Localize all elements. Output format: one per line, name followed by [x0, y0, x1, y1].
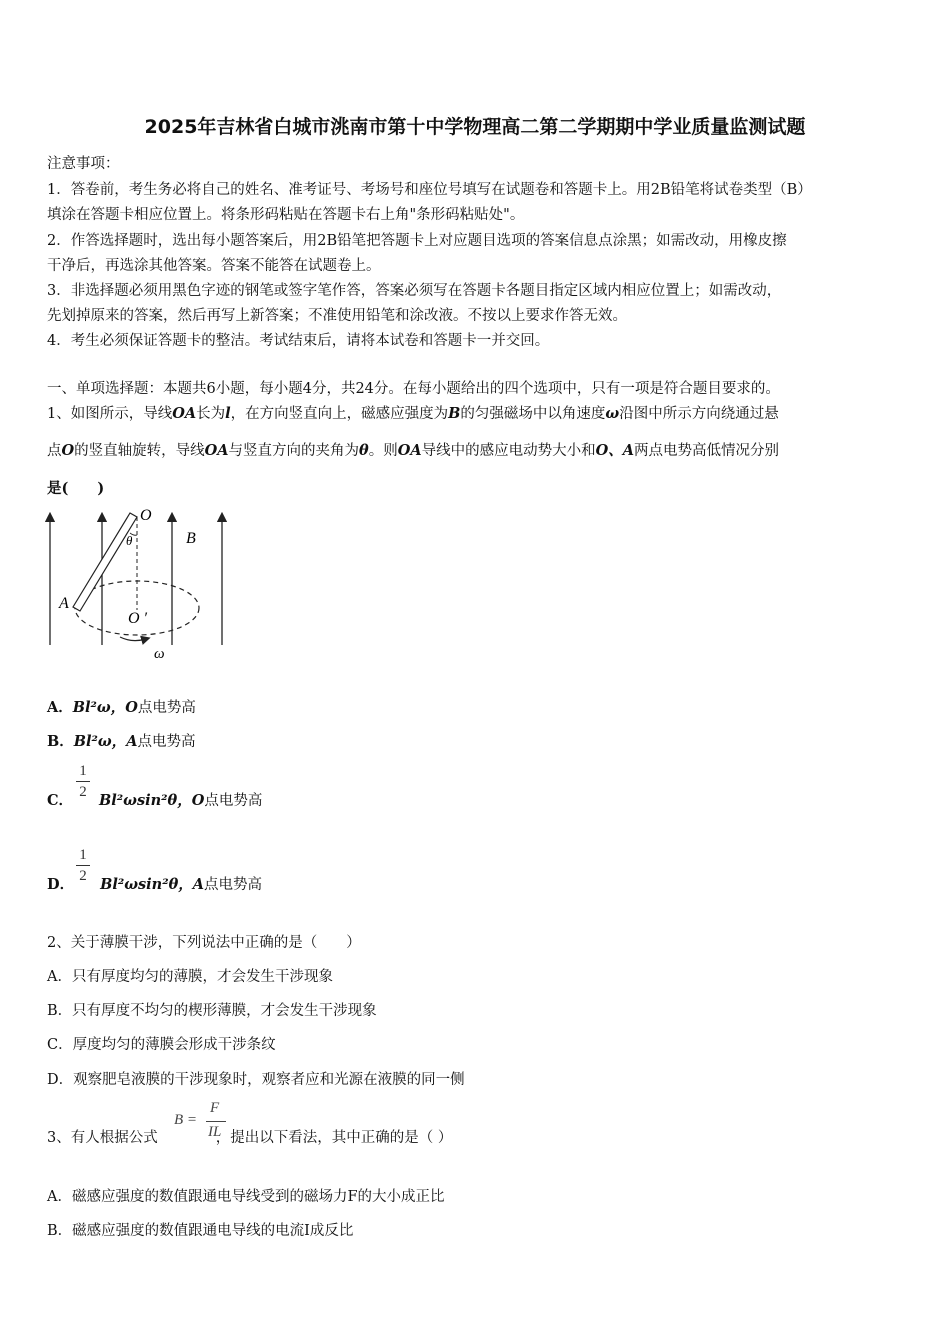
- notice-line-6: 先划掉原来的答案，然后再写上新答案；不准使用铅笔和涂改液。不按以上要求作答无效。: [47, 308, 627, 324]
- q2-option-b[interactable]: B．只有厚度不均匀的楔形薄膜，才会发生干涉现象: [47, 1003, 377, 1019]
- wire-oa: [73, 513, 137, 611]
- q1-stem-line-3: 是( ): [47, 480, 105, 497]
- notice-line-5: 3．非选择题必须用黑色字迹的钢笔或签字笔作答，答案必须写在答题卡各题目指定区域内相应位置上；如需改动，: [47, 283, 782, 299]
- q3-stem: 3、有人根据公式 ，提出以下看法，其中正确的是（ ）: [47, 1130, 453, 1146]
- q1-option-a[interactable]: A．Bl²ω，O点电势高: [47, 699, 196, 716]
- q1-stem-line-1: 1、如图所示，导线OA长为l，在方向竖直向上，磁感应强度为B的匀强磁场中以角速度ω沿图中所示方向绕通过悬: [47, 405, 779, 422]
- page-title: 2025年吉林省白城市洮南市第十中学物理高二第二学期期中学业质量监测试题: [144, 116, 806, 138]
- notice-heading: 注意事项：: [47, 156, 120, 172]
- q3-formula: B = F IL: [174, 1100, 230, 1146]
- q1-stem-line-2: 点O的竖直轴旋转，导线OA与竖直方向的夹角为θ。则OA导线中的感应电动势大小和O、A两点电势高低情况分别: [47, 442, 779, 459]
- notice-line-3: 2．作答选择题时，选出每小题答案后，用2B铅笔把答题卡上对应题目选项的答案信息点涂黑；如需改动，用橡皮擦: [47, 233, 787, 249]
- notice-line-1: 1．答卷前，考生务必将自己的姓名、准考证号、考场号和座位号填写在试题卷和答题卡上。用2B铅笔将试卷类型（B）: [47, 182, 812, 198]
- label-b: B: [186, 530, 196, 547]
- section-heading: 一、单项选择题：本题共6小题，每小题4分，共24分。在每小题给出的四个选项中，只有一项是符合题目要求的。: [47, 381, 780, 397]
- q3-option-a[interactable]: A．磁感应强度的数值跟通电导线受到的磁场力F的大小成正比: [47, 1189, 445, 1205]
- q2-stem: 2、关于薄膜干涉，下列说法中正确的是（ ）: [47, 935, 361, 951]
- label-o: O: [140, 507, 152, 524]
- label-a: A: [59, 595, 69, 612]
- q1-option-d-fraction: 1 2: [76, 846, 90, 885]
- q1-option-c-fraction: 1 2: [76, 762, 90, 801]
- q2-option-d[interactable]: D．观察肥皂液膜的干涉现象时，观察者应和光源在液膜的同一侧: [47, 1072, 465, 1088]
- q3-option-b[interactable]: B．磁感应强度的数值跟通电导线的电流I成反比: [47, 1223, 354, 1239]
- q1-option-d[interactable]: D． Bl²ωsin²θ，A点电势高: [47, 876, 263, 893]
- notice-line-7: 4．考生必须保证答题卡的整洁。考试结束后，请将本试卷和答题卡一并交回。: [47, 333, 550, 349]
- q1-option-c[interactable]: C． Bl²ωsin²θ，O点电势高: [47, 792, 263, 809]
- q1-figure: [40, 505, 240, 665]
- omega-arrow: [120, 637, 146, 641]
- q1-option-b[interactable]: B．Bl²ω，A点电势高: [47, 733, 196, 750]
- q2-option-c[interactable]: C．厚度均匀的薄膜会形成干涉条纹: [47, 1037, 276, 1053]
- label-theta: θ: [126, 533, 133, 548]
- label-o-prime: O ′: [128, 610, 148, 627]
- label-omega: ω: [154, 646, 165, 662]
- notice-line-4: 干净后，再选涂其他答案。答案不能答在试题卷上。: [47, 258, 381, 274]
- notice-line-2: 填涂在答题卡相应位置上。将条形码粘贴在答题卡右上角"条形码粘贴处"。: [47, 207, 525, 223]
- q2-option-a[interactable]: A．只有厚度均匀的薄膜，才会发生干涉现象: [47, 969, 333, 985]
